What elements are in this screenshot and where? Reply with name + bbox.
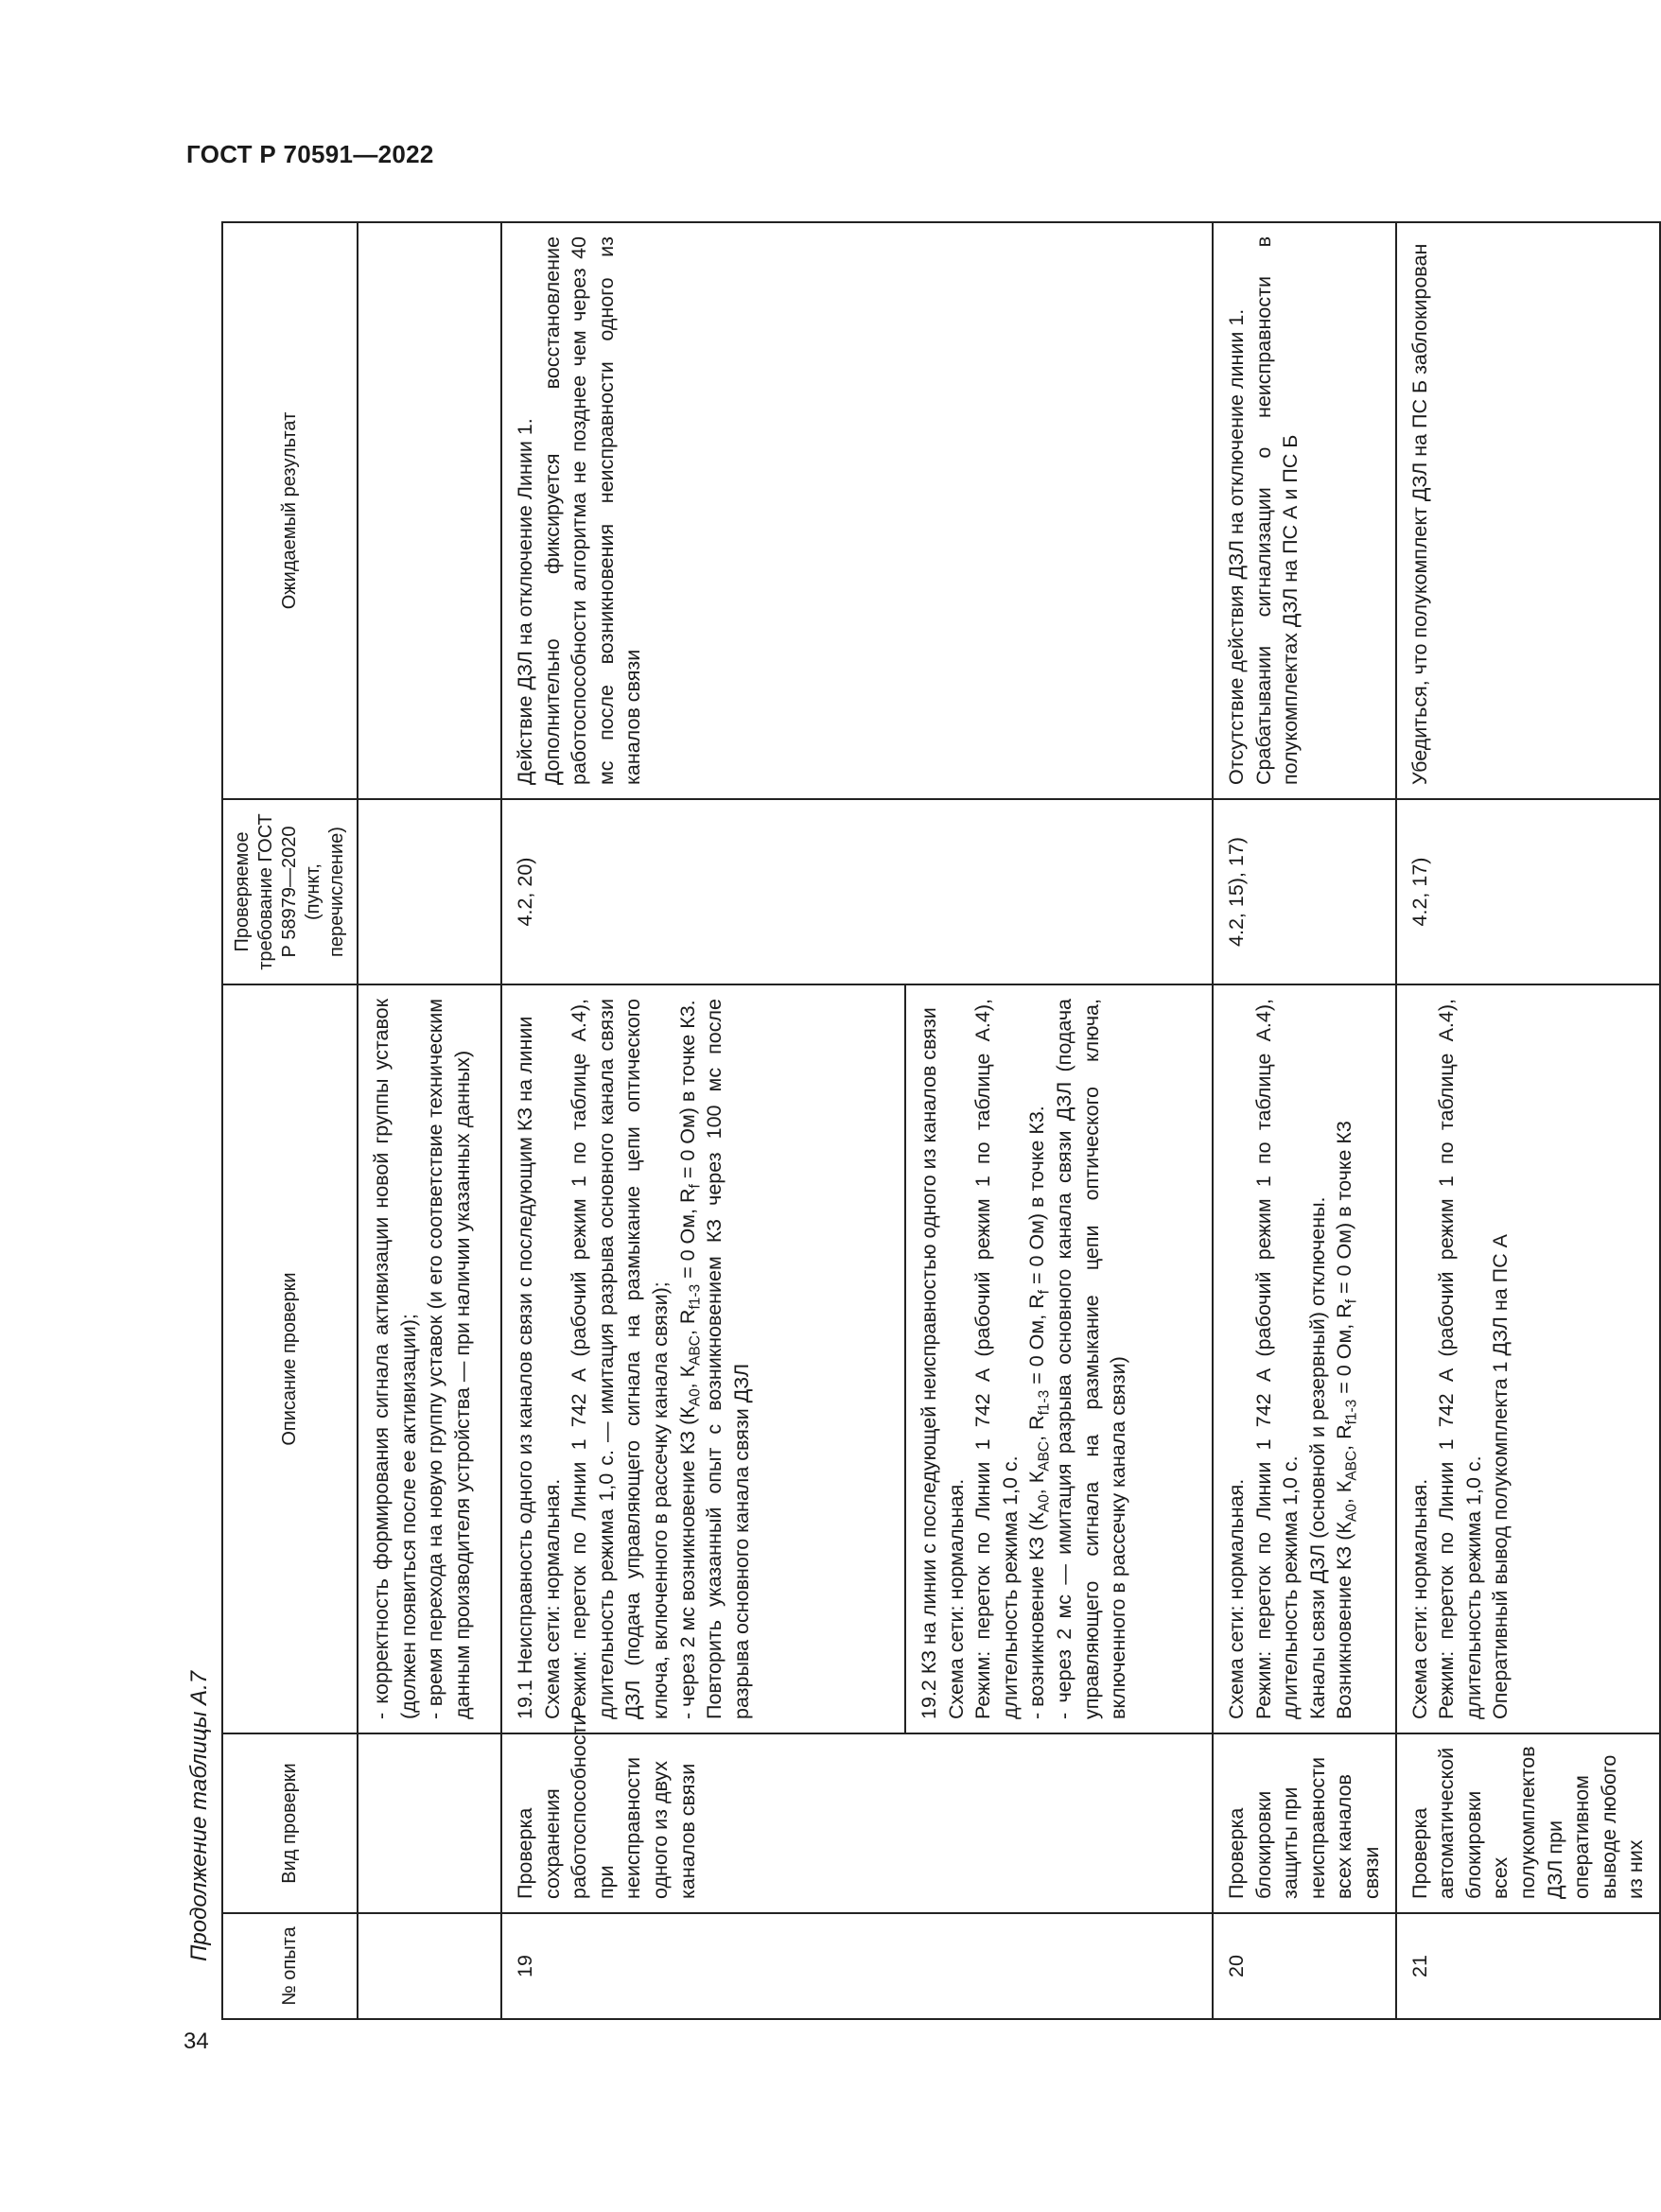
cell-requirement: 4.2, 17) [1396, 799, 1660, 984]
desc-line: Повторить указанный опыт с возникновением КЗ через 100 мс после разрыва основного канала связи ДЗЛ [703, 999, 753, 1719]
desc-line: - через 2 мс возникновение КЗ ($К_{A0}$, $К_{ABC}$, $R_{f1-3} = 0$ Ом, $R_f = 0$ Ом) в точке К3. [675, 1000, 703, 1719]
desc-line: Схема сети: нормальная. [540, 1478, 564, 1719]
cell-description [358, 984, 501, 1733]
page-number: 34 [184, 2029, 209, 2054]
cell-description [1396, 984, 1660, 1733]
result-line: Убедиться, что полукомплект ДЗЛ на ПС Б заблокирован [1407, 243, 1431, 785]
rotated-table-wrapper [221, 223, 1648, 2020]
document-header: ГОСТ Р 70591—2022 [186, 140, 434, 168]
cell-type [358, 1733, 501, 1913]
cell-description [1213, 984, 1396, 1733]
table-continuation-caption: Продолжение таблицы А.7 [186, 1670, 212, 1961]
cell-result [501, 222, 1213, 799]
result-line: Срабатывании сигнализации о неисправности в полукомплектах ДЗЛ на ПС А и ПС Б [1251, 236, 1303, 785]
desc-line: Схема сети: нормальная. [944, 1478, 968, 1719]
col-header-requirement: Проверяемое требование ГОСТ Р 58979—2020 (пункт, перечисление) [222, 799, 358, 984]
col-header-result: Ожидаемый результат [222, 222, 358, 799]
desc-line: Каналы связи ДЗЛ (основной и резервный) отключены. [1305, 1196, 1329, 1719]
desc-line: Режим: переток по Линии 1 742 А (рабочий режим 1 по таблице А.4), длительность режима 1,0 с. — имитация разрыва основного канала связи ДЗЛ (подача управляющего сигнала на размыкание цепи оптического ключа, включенного в рассечку канала связи); [568, 999, 672, 1719]
cell-requirement [358, 799, 501, 984]
cell-type: Проверка сохранения работоспособности при неисправности одного из двух каналов связи [501, 1733, 1213, 1913]
desc-line: - время перехода на новую группу уставок (и его соответствие техническим данным производителя устройства — при наличии указанных данных) [424, 999, 474, 1719]
desc-line: 19.2 КЗ на линии с последующей неисправностью одного из каналов связи [918, 1007, 940, 1719]
desc-line: - возникновение КЗ ($К_{A0}$, $К_{ABC}$, $R_{f1-3} = 0$ Ом, $R_f = 0$ Ом) в точке К3. [1025, 1106, 1053, 1719]
table-row-19 [501, 222, 905, 2019]
desc-line: Режим: переток по Линии 1 742 А (рабочий режим 1 по таблице А.4), длительность режима 1,0 с. [1251, 999, 1303, 1719]
cell-result [358, 222, 501, 799]
desc-line: Схема сети: нормальная. [1407, 1478, 1431, 1719]
cell-description [905, 984, 1213, 1733]
result-line: Действие ДЗЛ на отключение Линии 1. [514, 418, 536, 785]
cell-num [358, 1913, 501, 2019]
desc-line: 19.1 Неисправность одного из каналов связи с последующим КЗ на линии [514, 1016, 536, 1719]
desc-line: - корректность формирования сигнала активизации новой группы уставок (должен появиться после ее активизации); [370, 999, 420, 1719]
cell-result [1396, 222, 1660, 799]
cell-requirement: 4.2, 15), 17) [1213, 799, 1396, 984]
desc-line: Возникновение КЗ ($К_{A0}$, $К_{ABC}$, $R_{f1-3} = 0$ Ом, $R_f = 0$ Ом) в точке К3 [1333, 1121, 1360, 1719]
cell-description [501, 984, 905, 1733]
col-header-num: № опыта [222, 1913, 358, 2019]
cell-type: Проверка автоматической блокировки всех полукомплектов ДЗЛ при оперативном выводе любого из них [1396, 1733, 1660, 1913]
cell-requirement: 4.2, 20) [501, 799, 1213, 984]
table-row-21 [1396, 222, 1660, 2019]
cell-type: Проверка блокировки защиты при неисправности всех каналов связи [1213, 1733, 1396, 1913]
desc-line: Режим: переток по Линии 1 742 А (рабочий режим 1 по таблице А.4), длительность режима 1,0 с. [1435, 999, 1485, 1719]
desc-line: Оперативный вывод полукомплекта 1 ДЗЛ на ПС А [1489, 1234, 1512, 1719]
cell-num: 21 [1396, 1913, 1660, 2019]
table-row-20 [1213, 222, 1396, 2019]
test-table [221, 221, 1661, 2020]
cell-result [1213, 222, 1396, 799]
result-line: Отсутствие действия ДЗЛ на отключение линии 1. [1225, 308, 1248, 785]
cell-num: 20 [1213, 1913, 1396, 2019]
result-line: Дополнительно фиксируется восстановление работоспособности алгоритма не позднее чем через 40 мс после возникновения неисправности одного из каналов связи [540, 236, 645, 785]
cell-num: 19 [501, 1913, 1213, 2019]
desc-line: - через 2 мс — имитация разрыва основного канала связи ДЗЛ (подача управляющего сигнала на размыкание цепи оптического ключа, включенного в рассечку канала связи) [1052, 999, 1130, 1719]
table-header-row [222, 222, 358, 2019]
col-header-type: Вид проверки [222, 1733, 358, 1913]
desc-line: Схема сети: нормальная. [1225, 1478, 1248, 1719]
desc-line: Режим: переток по Линии 1 742 А (рабочий режим 1 по таблице А.4), длительность режима 1,0 с. [971, 999, 1022, 1719]
table-row-continued [358, 222, 501, 2019]
col-header-description: Описание проверки [222, 984, 358, 1733]
